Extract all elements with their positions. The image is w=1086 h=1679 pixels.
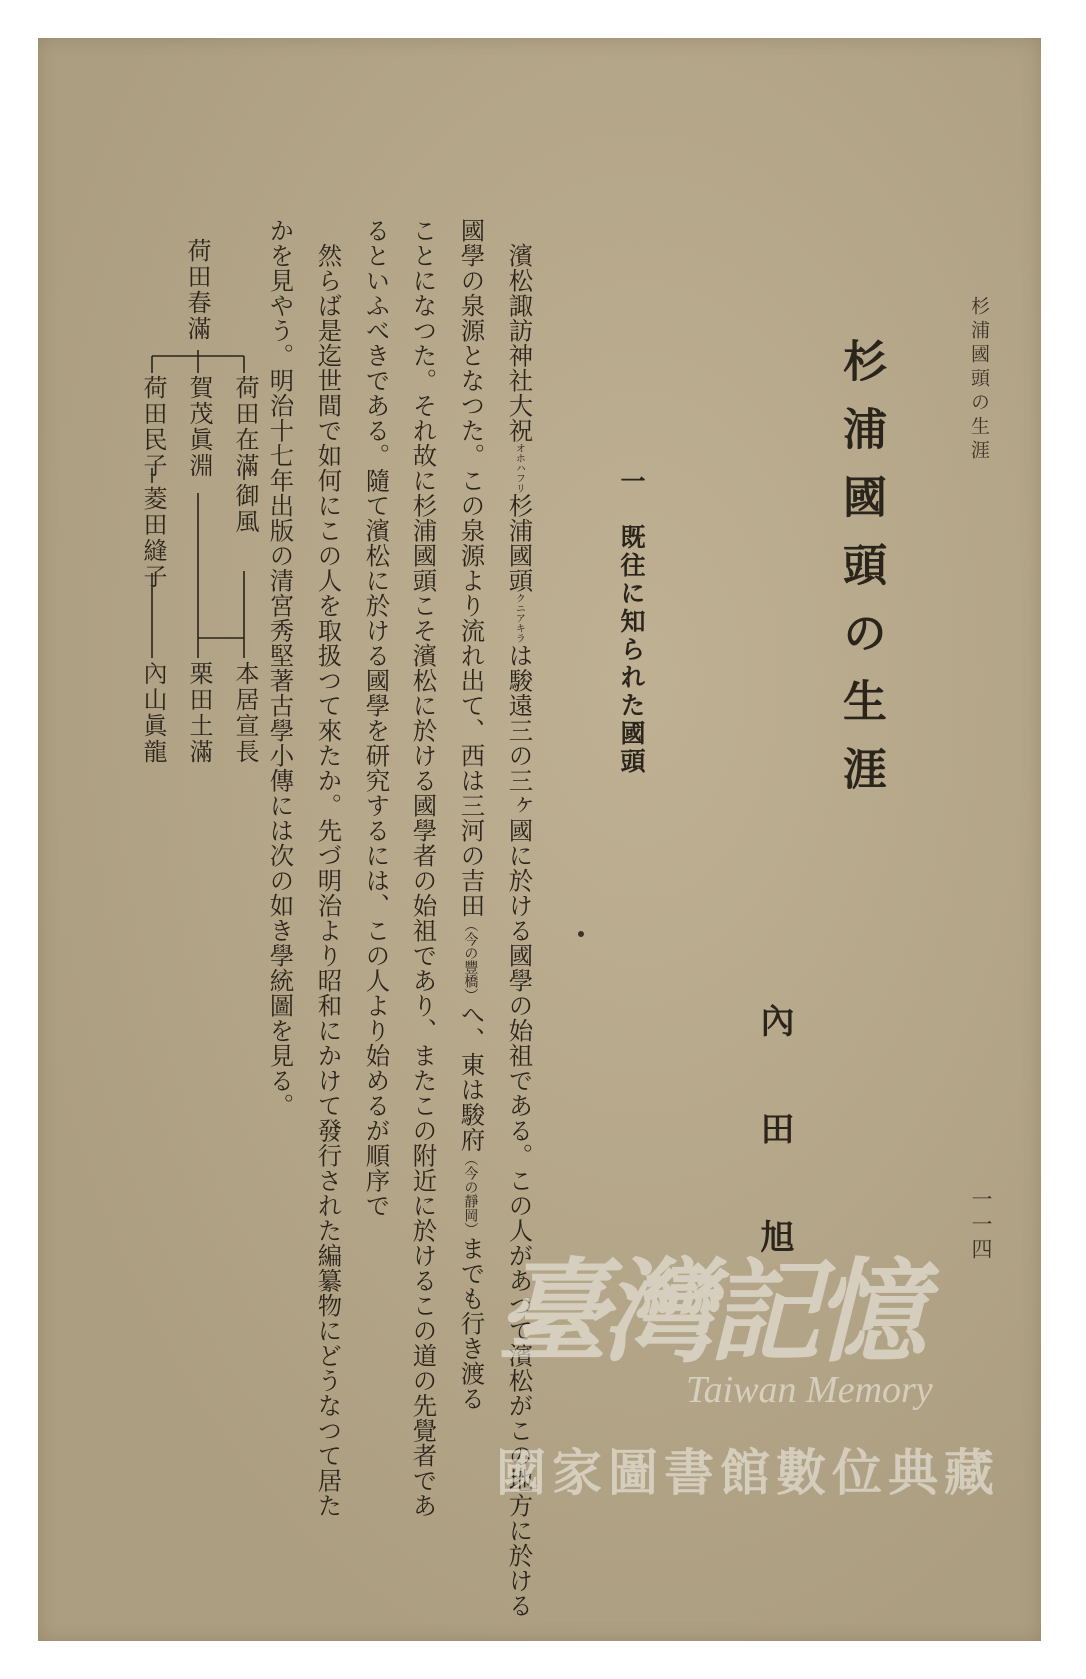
lineage-chart: [118, 238, 318, 858]
watermark: [486, 1223, 1046, 1523]
lineage-node: 菱田縫子: [139, 486, 167, 590]
inline-note: （今の豐橋）: [462, 918, 479, 1002]
lineage-node: 栗田土滿: [185, 661, 213, 765]
ink-speck: [578, 931, 584, 937]
ruby-reading: クニアキラ: [513, 593, 525, 643]
article-title: 杉浦國頭の生涯: [835, 338, 886, 814]
book-page: [38, 38, 1041, 1641]
watermark-logo: 臺灣記憶: [496, 1247, 920, 1378]
lineage-node: 賀茂眞淵: [185, 375, 213, 479]
watermark-english: Taiwan Memory: [686, 1369, 933, 1411]
ruby-reading: オホハフリ: [513, 443, 525, 493]
inline-note: （今の靜岡）: [462, 1152, 479, 1236]
body-column-3: ことになつた。それ故に杉浦國頭こそ濱松に於ける國學者の始祖であり、またこの附近に於けるこの道の先覺者であ: [408, 218, 438, 1518]
body-column-6: かを見やう。明治十七年出版の清宮秀堅著古學小傳には次の如き學統圖を見る。: [265, 218, 295, 1118]
body-column-1: 濱松諏訪神社大祝オホハフリ杉浦國頭クニアキラは駿遠三の三ヶ國に於ける國學の始祖である。この人があつて濱松がこの地方に於ける: [504, 243, 534, 1618]
body-column-2: 國學の泉源となつた。この泉源より流れ出て、西は三河の吉田（今の豐橋）へ、東は駿府（今の靜岡）までも行き渡る: [456, 218, 486, 1411]
lineage-node: 本居宣長: [231, 661, 259, 765]
running-head: 杉浦國頭の生涯: [968, 296, 990, 464]
author-name: 內田旭: [754, 1003, 794, 1327]
watermark-library: 國家圖書館數位典藏: [496, 1444, 1000, 1502]
body-column-4: るといふべきである。隨て濱松に於ける國學を研究するには、この人より始めるが順序で: [361, 218, 391, 1218]
section-heading: 一 既往に知られた國頭: [617, 468, 646, 776]
lineage-root: 荷田春滿: [183, 238, 211, 342]
lineage-node: 御風: [231, 483, 259, 535]
body-column-5: 然らば是迄世間で如何にこの人を取扱つて來たか。先づ明治より昭和にかけて發行された編纂物にどうなつて居た: [313, 243, 343, 1518]
lineage-node: 荷田民子: [139, 375, 167, 479]
page-number: 一一四: [969, 1188, 993, 1263]
lineage-node: 荷田在滿: [231, 375, 259, 479]
lineage-node: 內山眞龍: [139, 661, 167, 765]
